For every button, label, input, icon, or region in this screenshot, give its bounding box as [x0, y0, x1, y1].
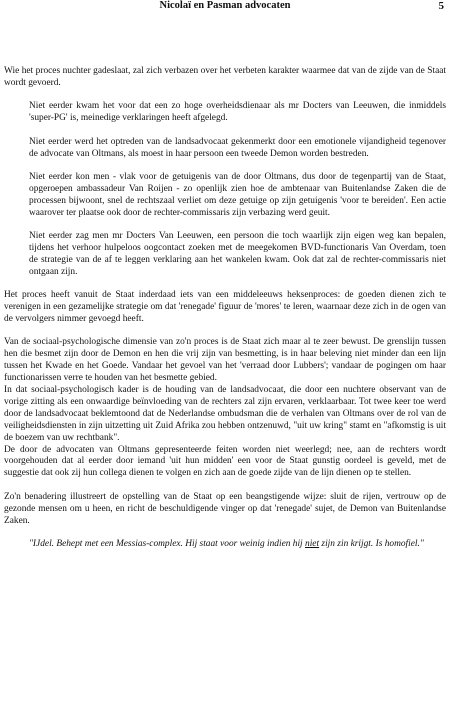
indented-paragraph: Niet eerder zag men mr Docters Van Leeuwen, een persoon die toch waarlijk zijn eigen weg kan bepalen, tijdens het verhoor hulpeloos oogcontact zoeken met de meegekomen BVD-functionaris Van Overdam, toen de strategie van de af te leggen verklaring aan het wankelen kwam. Ook dat zal de rechter-commissaris niet ontgaan zijn.: [29, 231, 446, 277]
quote-text-end: zijn zin krijgt. Is homofiel.": [319, 539, 424, 549]
document-body: [4, 66, 446, 562]
indented-paragraph: Niet eerder werd het optreden van de landsadvocaat gekenmerkt door een emotionele vijandigheid tegenover de advocate van Oltmans, als moest in haar persoon een tweede Demon worden bestreden.: [29, 136, 446, 159]
header-title: Nicolaï en Pasman advocaten: [159, 0, 291, 11]
indented-paragraph: Niet eerder kon men - vlak voor de getuigenis van de door Oltmans, dus door de tegenpartij van de Staat, opgeroepen ambassadeur Van Roijen - zo openlijk zien hoe de ambtenaar van Buitenlandse Zaken die de processen bijwoont, snel de rechtszaal verliet om deze getuige op zijn getuigenis 'voor te bereiden'. Een actie waarover ter plaatse ook door de rechter-commissaris zijn verbazing werd geuit.: [29, 171, 446, 218]
page-header: [4, 0, 446, 12]
quote-underlined-word: niet: [305, 539, 320, 549]
paragraph: Zo'n benadering illustreert de opstelling van de Staat op een beangstigende wijze: sluit de rijen, vertrouw op de gezonde mensen om u heen, en richt de beschuldigende vinger op dat 'renegade' sujet, de Demon van Buitenlandse Zaken.: [4, 491, 446, 526]
block-quote: [29, 539, 446, 551]
paragraph: Wie het proces nuchter gadeslaat, zal zich verbazen over het verbeten karakter waarmee dat van de zijde van de Staat wordt gevoerd.: [4, 66, 446, 88]
page-number: 5: [438, 0, 444, 12]
paragraph: Het proces heeft vanuit de Staat inderdaad iets van een middeleeuws heksenproces: de goeden dienen zich te verenigen in een gezamelijke strategie om dat 'renegade' figuur de 'mores' te leren, waarnaar deze zich in de ogen van de vervolgers nimmer gevoegd heeft.: [4, 290, 446, 324]
quote-text-start: "IJdel. Behept met een Messias-complex. Hij staat voor weinig indien hij: [29, 539, 306, 549]
paragraph: Van de sociaal-psychologische dimensie van zo'n proces is de Staat zich maar al te zeer bewust. De grenslijn tussen hen die besmet zijn door de Demon en hen die vrij zijn van besmetting, is in haar beleving niet minder dan een lijn tussen het Kwade en het Goede. Vandaar het gevoel van het 'verraad door Lubbers'; vandaar de pogingen om haar functionarissen verre te houden van het besmette gebied.: [4, 337, 446, 384]
paragraph: De door de advocaten van Oltmans gepresenteerde feiten worden niet weerlegd; nee, aan de rechters wordt voorgehouden dat al eerder door iemand 'uit hun midden' een voor de Staat gunstig oordeel is geveld, met de suggestie dat ook zij hun collega dienen te volgen en zich aan de goede zijde van de lijn dienen op te stellen.: [4, 444, 446, 479]
indented-paragraph: Niet eerder kwam het voor dat een zo hoge overheidsdienaar als mr Docters van Leeuwen, die inmiddels 'super-PG' is, meinedige verklaringen heeft afgelegd.: [29, 101, 446, 124]
paragraph: In dat sociaal-psychologisch kader is de houding van de landsadvocaat, die door een nuchtere observant van de vorige zitting als een onwaardige beïnvloeding van de rechters zal zijn ervaren, verklaarbaar. Tot twee keer toe werd door de landsadvocaat beklemtoond dat de Nederlandse ombudsman die de verhalen van Oltmans over de rol van de veiligheidsdiensten in zijn uitzetting uit Zuid Afrika zou hebben ontzenuwd, "uit uw kring" stamt en "afkomstig is uit de boezem van uw rechtbank".: [4, 385, 446, 443]
